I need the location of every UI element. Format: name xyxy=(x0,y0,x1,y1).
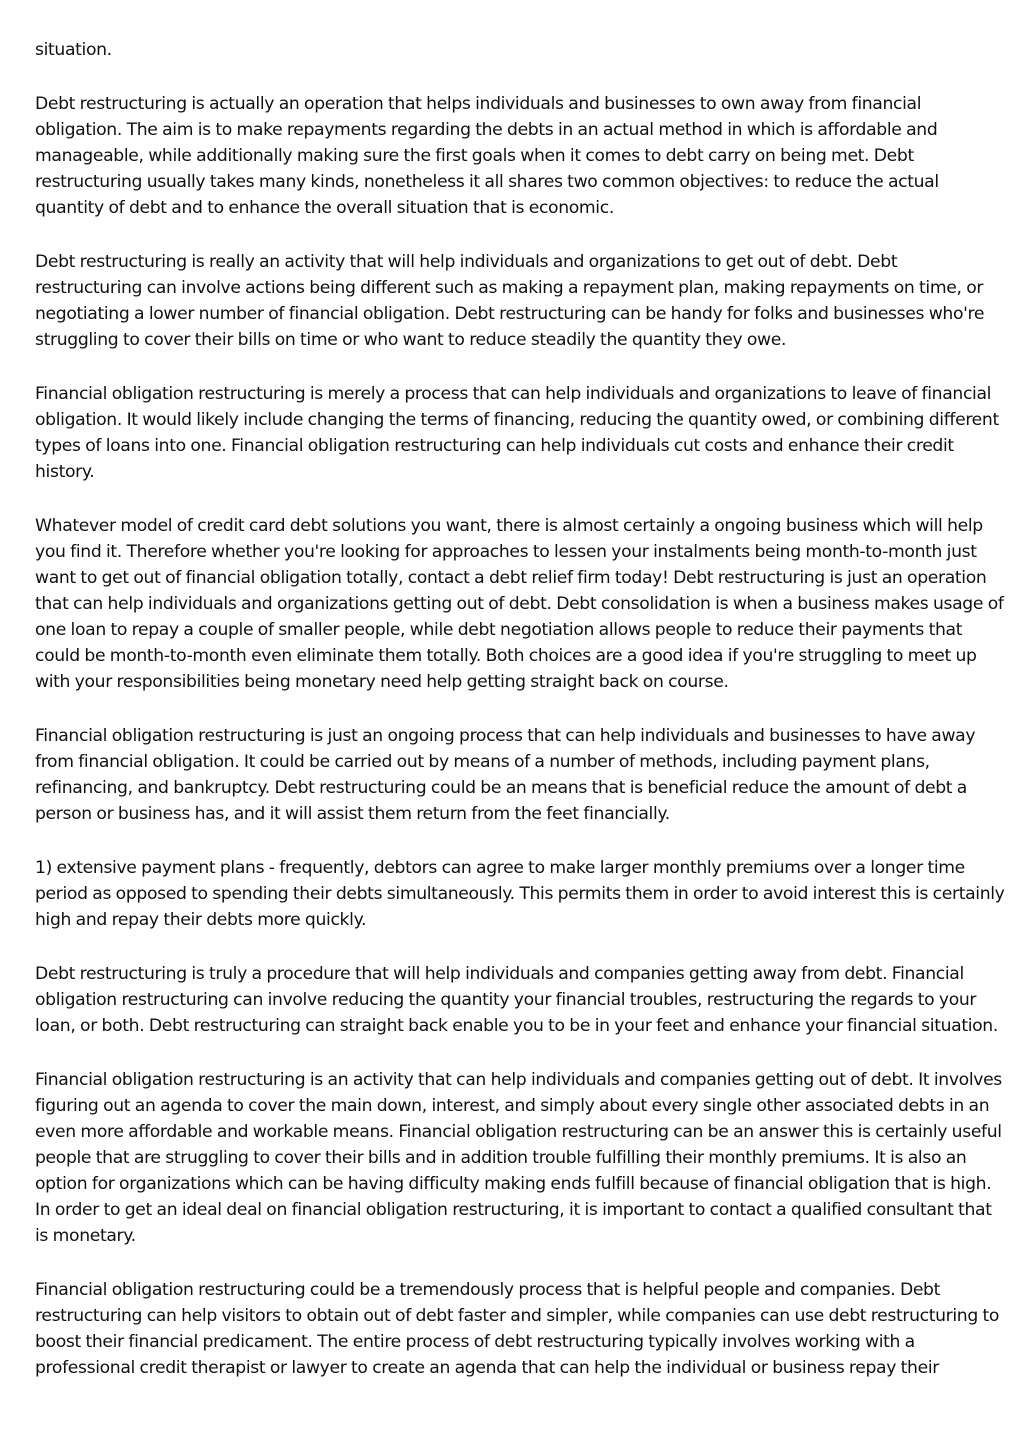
paragraph-6: 1) extensive payment plans - frequently, debtors can agree to make larger monthly premiums over a longer time period as opposed to spending their debts simultaneously. This permits them in order to avoid interest this is certainly high and repay their debts more quickly. xyxy=(35,858,1005,930)
paragraph-8: Financial obligation restructuring is an activity that can help individuals and companies getting out of debt. It involves figuring out an agenda to cover the main down, interest, and simply about every single other associated debts in an even more affordable and workable means. Financial obligation restructuring can be an answer this is certainly useful people that are struggling to cover their bills and in addition trouble fulfilling their monthly premiums. It is also an option for organizations which can be having difficulty making ends fulfill because of financial obligation that is high. In order to get an ideal deal on financial obligation restructuring, it is important to contact a qualified consultant that is monetary. xyxy=(35,1070,1002,1246)
paragraph-5: Financial obligation restructuring is just an ongoing process that can help individuals and businesses to have away from financial obligation. It could be carried out by means of a number of methods, including payment plans, refinancing, and bankruptcy. Debt restructuring could be an means that is beneficial reduce the amount of debt a person or business has, and it will assist them return from the feet financially. xyxy=(35,726,976,824)
document-body xyxy=(35,37,1005,1409)
paragraph-3: Financial obligation restructuring is merely a process that can help individuals and organizations to leave of financial obligation. It would likely include changing the terms of financing, reducing the quantity owed, or combining different types of loans into one. Financial obligation restructuring can help individuals cut costs and enhance their credit history. xyxy=(35,384,999,482)
paragraph-9: Financial obligation restructuring could be a tremendously process that is helpful people and companies. Debt restructuring can help visitors to obtain out of debt faster and simpler, while companies can use debt restructuring to boost their financial predicament. The entire process of debt restructuring typically involves working with a professional credit therapist or lawyer to create an agenda that can help the individual or business repay their xyxy=(35,1280,1000,1378)
paragraph-1: Debt restructuring is actually an operation that helps individuals and businesses to own away from financial obligation. The aim is to make repayments regarding the debts in an actual method in which is affordable and manageable, while additionally making sure the first goals when it comes to debt carry on being met. Debt restructuring usually takes many kinds, nonetheless it all shares two common objectives: to reduce the actual quantity of debt and to enhance the overall situation that is economic. xyxy=(35,94,939,218)
paragraph-7: Debt restructuring is truly a procedure that will help individuals and companies getting away from debt. Financial obligation restructuring can involve reducing the quantity your financial troubles, restructuring the regards to your loan, or both. Debt restructuring can straight back enable you to be in your feet and enhance your financial situation. xyxy=(35,964,998,1036)
paragraph-2: Debt restructuring is really an activity that will help individuals and organizations to get out of debt. Debt restructuring can involve actions being different such as making a repayment plan, making repayments on time, or negotiating a lower number of financial obligation. Debt restructuring can be handy for folks and businesses who're struggling to cover their bills on time or who want to reduce steadily the quantity they owe. xyxy=(35,252,985,350)
paragraph-4: Whatever model of credit card debt solutions you want, there is almost certainly a ongoing business which will help you find it. Therefore whether you're looking for approaches to lessen your instalments being month-to-month just want to get out of financial obligation totally, contact a debt relief firm today! Debt restructuring is just an operation that can help individuals and organizations getting out of debt. Debt consolidation is when a business makes usage of one loan to repay a couple of smaller people, while debt negotiation allows people to reduce their payments that could be month-to-month even eliminate them totally. Both choices are a good idea if you're struggling to meet up with your responsibilities being monetary need help getting straight back on course. xyxy=(35,516,1004,692)
paragraph-continuation: situation. xyxy=(35,40,112,60)
